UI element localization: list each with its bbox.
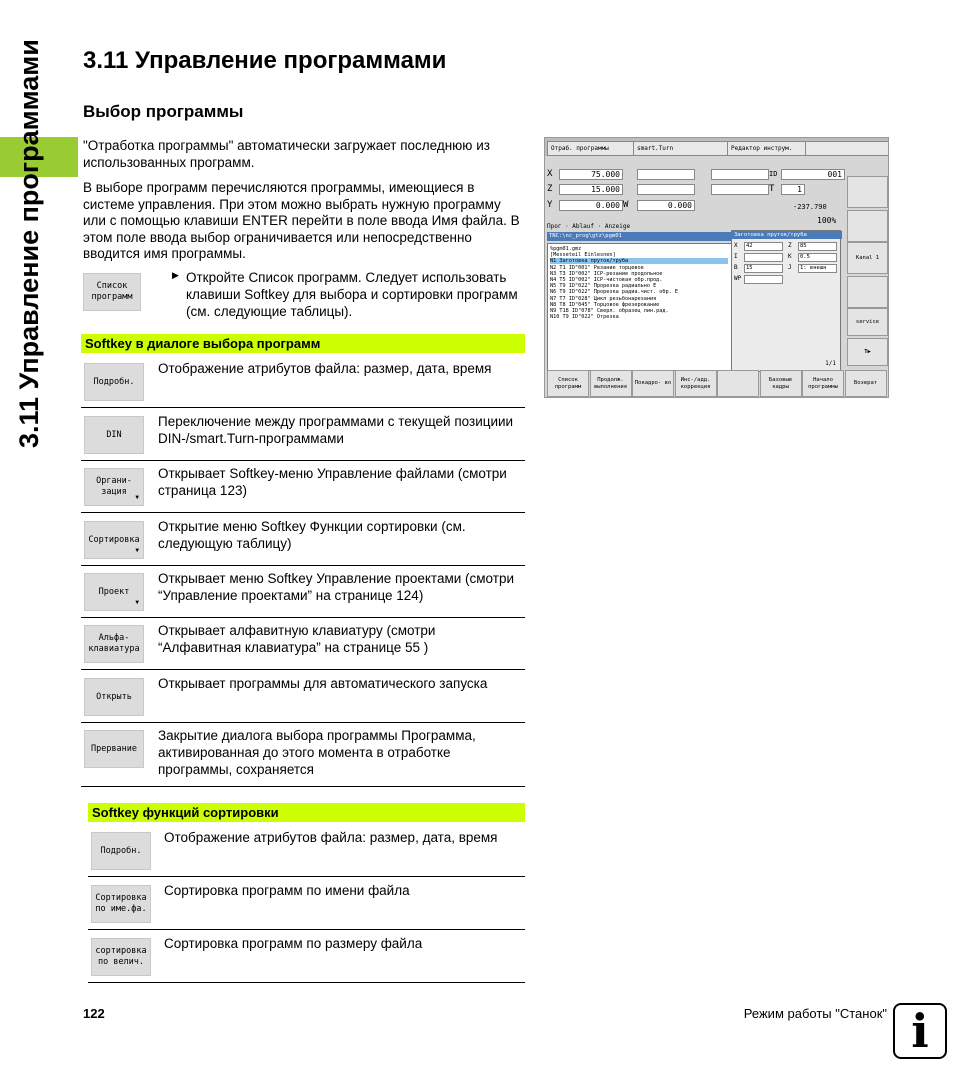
screen-tabs <box>545 138 888 156</box>
bottom-softkey[interactable]: Список программ <box>547 370 589 397</box>
axis-x-label: X <box>547 169 553 179</box>
softkey-description: Отображение атрибутов файла: размер, дата, время <box>164 830 498 845</box>
softkey-description: Открытие меню Softkey Функции сортировки (см. следующую таблицу) <box>158 519 466 551</box>
tool-number: 1 <box>781 184 805 195</box>
chevron-down-icon: ▼ <box>135 547 139 554</box>
paragraph-1: "Отработка программы" автоматически загружает последнюю из использованных программ. <box>83 138 490 170</box>
chapter-footer: Режим работы "Станок" <box>743 1006 887 1021</box>
program-line[interactable]: N9 T18 ID"078" Сверл. образец лин.рад. <box>550 308 669 314</box>
dialog-field-label: Z <box>788 242 792 249</box>
dialog-field-label: I <box>734 253 738 260</box>
dialog-field-input[interactable]: 0.5 <box>798 253 837 262</box>
intro-text: Откройте Список программ. Следует использовать клавиши Softkey для выбора и сортировки программ (см. следующие таблицы). <box>186 270 518 319</box>
info-icon: i <box>893 1003 947 1059</box>
axis-y-label: Y <box>547 200 553 210</box>
dialog-field-input[interactable]: 15 <box>744 264 783 273</box>
chevron-down-icon: ▼ <box>135 599 139 606</box>
program-line[interactable]: [Messeteil Einlesnen] <box>550 252 616 259</box>
axis-x-value: 75.000 <box>559 169 623 180</box>
dialog-field-input[interactable]: 1: внешн <box>798 264 837 273</box>
readout: -237.790 <box>793 203 827 211</box>
softkey[interactable]: Органи- зация ▼ <box>84 468 144 506</box>
side-softkey-service[interactable]: service <box>847 308 888 336</box>
program-line[interactable]: N1 Заготовка пруток/труба <box>550 258 728 264</box>
axis-z-value: 15.000 <box>559 184 623 195</box>
bottom-softkey[interactable]: Начало программы <box>802 370 844 397</box>
tab-program-run[interactable]: Отраб. программы <box>547 141 634 156</box>
tab-extra[interactable] <box>805 141 889 156</box>
softkey-description: Открывает программы для автоматического запуска <box>158 676 488 691</box>
side-softkey-kanal[interactable]: Kanal 1 <box>847 242 888 274</box>
softkey-description: Сортировка программ по размеру файла <box>164 936 423 951</box>
dialog-field-label: B <box>734 264 738 271</box>
axis-w-label: W <box>623 200 629 210</box>
program-line[interactable]: N2 T1 ID"001" Резание торцевое <box>550 264 644 271</box>
bottom-softkey[interactable]: Инс-/адд. коррекция <box>675 370 717 397</box>
dialog-field-input[interactable] <box>744 253 783 262</box>
chevron-down-icon: ▼ <box>135 494 139 501</box>
dialog-field-input[interactable] <box>744 275 783 284</box>
program-line[interactable]: N5 T9 ID"022" Прорезка радиально Е <box>550 283 657 290</box>
softkey-program-list[interactable]: Список программ <box>83 273 141 311</box>
softkey-description: Сортировка программ по имени файла <box>164 883 410 898</box>
softkey-description: Открывает алфавитную клавиатуру (смотри “Алфавитная клавиатура” на странице 55 ) <box>158 623 436 655</box>
softkey[interactable]: Открыть <box>84 678 144 716</box>
side-tab-label: 3.11 Управление программами <box>14 39 44 448</box>
program-line[interactable]: N3 T3 ID"002" ICP-резание продольное <box>550 270 663 277</box>
section-title: Выбор программы <box>83 102 244 121</box>
softkey[interactable]: Сортировка по име.фа. <box>91 885 151 923</box>
dialog-field-input[interactable]: 42 <box>744 242 783 251</box>
play-icon: ▶ <box>172 270 179 280</box>
bottom-softkey[interactable]: Покадро- во <box>632 370 674 397</box>
softkey-description: Закрытие диалога выбора программы Программа, активированная до этого момента в отработке программы, сохраняется <box>158 728 476 777</box>
paragraph-2: В выборе программ перечисляются программы, имеющиеся в системе управления. При этом можно выбрать нужную программу или с помощью клавиши ENTER перейти в поле ввода Имя файла. В этом поле ввода выбор ограничивается или непосредственно вводится имя программы. <box>83 180 520 261</box>
softkey-description: Отображение атрибутов файла: размер, дата, время <box>158 361 492 376</box>
softkey[interactable]: DIN <box>84 416 144 454</box>
bottom-softkey[interactable] <box>717 370 759 397</box>
side-softkey-4[interactable] <box>847 276 888 308</box>
program-line[interactable]: N8 T8 ID"045" Торцовое фрезерование <box>550 301 660 308</box>
page-indicator: 1/1 <box>825 360 836 367</box>
bottom-softkey[interactable]: Продолж. выполнения <box>590 370 632 397</box>
program-line[interactable]: N7 T7 ID"028" Цикл резьбонарезания <box>550 295 657 302</box>
side-softkey-2[interactable] <box>847 210 888 242</box>
program-path: TNC:\nc_prog\gtz\pgm01 <box>547 232 732 241</box>
table2-title: Softkey функций сортировки <box>88 803 525 822</box>
bottom-softkey[interactable]: Базовые кадры <box>760 370 802 397</box>
tool-icon[interactable]: T▶ <box>847 338 888 366</box>
dialog-title: Заготовка пруток/труба <box>732 231 842 239</box>
field-c2-empty <box>637 184 695 195</box>
dialog-field-label: K <box>788 253 792 260</box>
field-c4-empty <box>711 184 769 195</box>
axis-y-value: 0.000 <box>559 200 623 211</box>
spindle-pct: 100% <box>817 216 837 225</box>
softkey[interactable]: Сортировка ▼ <box>84 521 144 559</box>
program-list[interactable] <box>547 243 732 371</box>
softkey[interactable]: Прервание <box>84 730 144 768</box>
softkey[interactable]: Подробн. <box>91 832 151 870</box>
dialog-field-label: X <box>734 242 738 249</box>
softkey[interactable]: Альфа- клавиатура <box>84 625 144 663</box>
softkey-description: Переключение между программами с текущей позициии DIN-/smart.Turn-программами <box>158 414 514 446</box>
axis-w-value: 0.000 <box>637 200 695 211</box>
program-line[interactable]: N10 T9 ID"022" Отрезка <box>550 314 619 321</box>
field-c3-empty <box>711 169 769 180</box>
softkey[interactable]: сортировка по велич. <box>91 938 151 976</box>
program-line[interactable]: N6 T9 ID"022" Прорезка радиа.чист. обр. Е <box>550 289 679 296</box>
tool-id: 001 <box>781 169 845 180</box>
softkey-description: Открывает меню Softkey Управление проектами (смотри “Управление проектами” на странице 124) <box>158 571 514 603</box>
control-screenshot: Отраб. программы smart.Turn Редактор инструм. X 75.000 Z 15.000 Y 0.000 W 0.000 ID 001 T 1 -237.790 100% TNC:\nc_prog\gtz\pgm01 Прог · Ablauf · Anzeige %pgm01.gmz [Messeteil Einlesnen] N1 Заготовка пруток/труба N2 T1 ID"001" Резание торцевое N3 T3 ID"002" ICP-резание продольное N4 T5 ID"002" ICP-чистовая обр.прод. N5 T9 ID"022" Прорезка радиально Е N6 T9 ID"022" Прорезка радиа.чист. обр. Е N7 T7 ID"028" Цикл резьбонарезания N8 T8 ID"045" Торцовое фрезерование N9 T18 ID"078" Сверл. образец лин.рад. N10 T9 ID"022" Отрезка Заготовка пруток/труба X Z 42 85 I K 0.5 B J 15 1: внешн WP 1/1 Kanal 1 service T▶ Список программ Продолж. выполнения Покадро- во Инс-/адд. коррекция Базовые кадры Начало программы Возврат <box>544 137 889 398</box>
field-c-empty <box>637 169 695 180</box>
softkey-description: Открывает Softkey-меню Управление файлами (смотри страница 123) <box>158 466 507 498</box>
dialog-field-label: J <box>788 264 792 271</box>
dialog-field-label: WP <box>734 275 742 282</box>
softkey[interactable]: Подробн. <box>84 363 144 401</box>
side-tab <box>0 0 78 520</box>
axis-z-label: Z <box>547 184 553 194</box>
softkey[interactable]: Проект ▼ <box>84 573 144 611</box>
side-softkey-1[interactable] <box>847 176 888 208</box>
dialog-field-input[interactable]: 85 <box>798 242 837 251</box>
bottom-softkey[interactable]: Возврат <box>845 370 887 397</box>
tab-tool-editor[interactable]: Редактор инструм. <box>727 141 806 156</box>
list-tabs: Прог · Ablauf · Anzeige <box>547 223 631 230</box>
page-number: 122 <box>83 1006 105 1021</box>
program-line[interactable]: N4 T5 ID"002" ICP-чистовая обр.прод. <box>550 277 663 283</box>
stock-dialog <box>731 230 841 372</box>
tab-smart-turn[interactable]: smart.Turn <box>633 141 728 156</box>
table1-title: Softkey в диалоге выбора программ <box>81 334 525 353</box>
program-line[interactable]: %pgm01.gmz <box>550 246 582 252</box>
page-title: 3.11 Управление программами <box>83 47 447 74</box>
